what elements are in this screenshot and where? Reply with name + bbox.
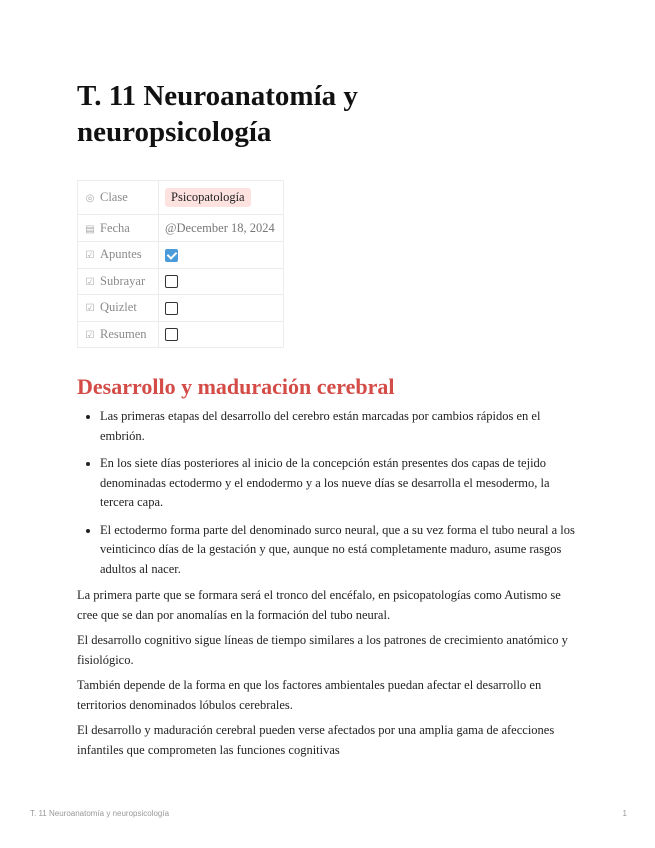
property-row-fecha bbox=[78, 215, 284, 242]
paragraph: El desarrollo y maduración cerebral pueden verse afectados por una amplia gama de afecciones infantiles que comprometen las funciones cognitivas bbox=[77, 723, 555, 757]
property-row-clase bbox=[78, 181, 284, 215]
property-label: Subrayar bbox=[100, 273, 146, 288]
page-title: T. 11 Neuroanatomía y neuropsicología bbox=[77, 80, 358, 148]
property-label: Fecha bbox=[100, 220, 130, 235]
property-value-apuntes bbox=[159, 242, 284, 269]
paragraph: La primera parte que se formara será el tronco del encéfalo, en psicopatologías como Autismo se cree que se dan por anomalías en la formación del tubo neural. bbox=[77, 588, 561, 622]
property-key-fecha bbox=[78, 215, 159, 242]
paragraph: El desarrollo cognitivo sigue líneas de tiempo similares a los patrones de crecimiento anatómico y fisiológico. bbox=[77, 633, 568, 667]
subrayar-checkbox[interactable] bbox=[165, 275, 178, 288]
property-key-clase bbox=[78, 181, 159, 215]
list-item: • En los siete días posteriores al inicio de la concepción están presentes dos capas de tejido denominadas ectodermo y el endodermo y a los nueve días se desarrolla el mesodermo, la tercera capa. bbox=[100, 454, 577, 513]
checkbox-property-icon: ☑ bbox=[85, 276, 95, 288]
bullet-list bbox=[77, 407, 577, 587]
property-key-quizlet bbox=[78, 295, 159, 322]
property-label: Quizlet bbox=[100, 300, 137, 315]
list-item: • El ectodermo forma parte del denominado surco neural, que a su vez forma el tubo neural a los veinticinco días de la gestación y que, aunque no está completamente maduro, asume rasgos adultos al nacer. bbox=[100, 521, 577, 580]
property-key-apuntes bbox=[78, 242, 159, 269]
footer-doc-title: T. 11 Neuroanatomía y neuropsicología bbox=[30, 809, 170, 818]
property-key-subrayar bbox=[78, 268, 159, 295]
footer-page-number: 1 bbox=[622, 809, 627, 818]
list-item: • Las primeras etapas del desarrollo del cerebro están marcadas por cambios rápidos en el embrión. bbox=[100, 407, 577, 446]
quizlet-checkbox[interactable] bbox=[165, 302, 178, 315]
property-key-resumen bbox=[78, 321, 159, 348]
property-value-fecha[interactable]: @December 18, 2024 bbox=[159, 215, 284, 242]
properties-table bbox=[77, 180, 284, 348]
section-heading: Desarrollo y maduración cerebral bbox=[77, 374, 395, 399]
property-row-subrayar bbox=[78, 268, 284, 295]
property-label: Apuntes bbox=[100, 247, 142, 262]
property-value-subrayar bbox=[159, 268, 284, 295]
checkbox-property-icon: ☑ bbox=[85, 329, 95, 341]
checkbox-property-icon: ☑ bbox=[85, 250, 95, 262]
property-row-apuntes bbox=[78, 242, 284, 269]
class-tag[interactable]: Psicopatología bbox=[165, 188, 251, 207]
checkbox-property-icon: ☑ bbox=[85, 303, 95, 315]
property-value-clase[interactable] bbox=[159, 181, 284, 215]
property-value-resumen bbox=[159, 321, 284, 348]
property-label: Clase bbox=[100, 190, 128, 204]
target-icon: ◎ bbox=[85, 193, 95, 204]
apuntes-checkbox[interactable] bbox=[165, 249, 178, 262]
resumen-checkbox[interactable] bbox=[165, 328, 178, 341]
property-label: Resumen bbox=[100, 326, 147, 341]
calendar-icon: ▤ bbox=[85, 223, 95, 235]
property-value-quizlet bbox=[159, 295, 284, 322]
property-row-quizlet bbox=[78, 295, 284, 322]
paragraph: También depende de la forma en que los factores ambientales puedan afectar el desarrollo en territorios denominados lóbulos cerebrales. bbox=[77, 678, 542, 712]
property-row-resumen bbox=[78, 321, 284, 348]
body-paragraphs bbox=[77, 586, 577, 766]
